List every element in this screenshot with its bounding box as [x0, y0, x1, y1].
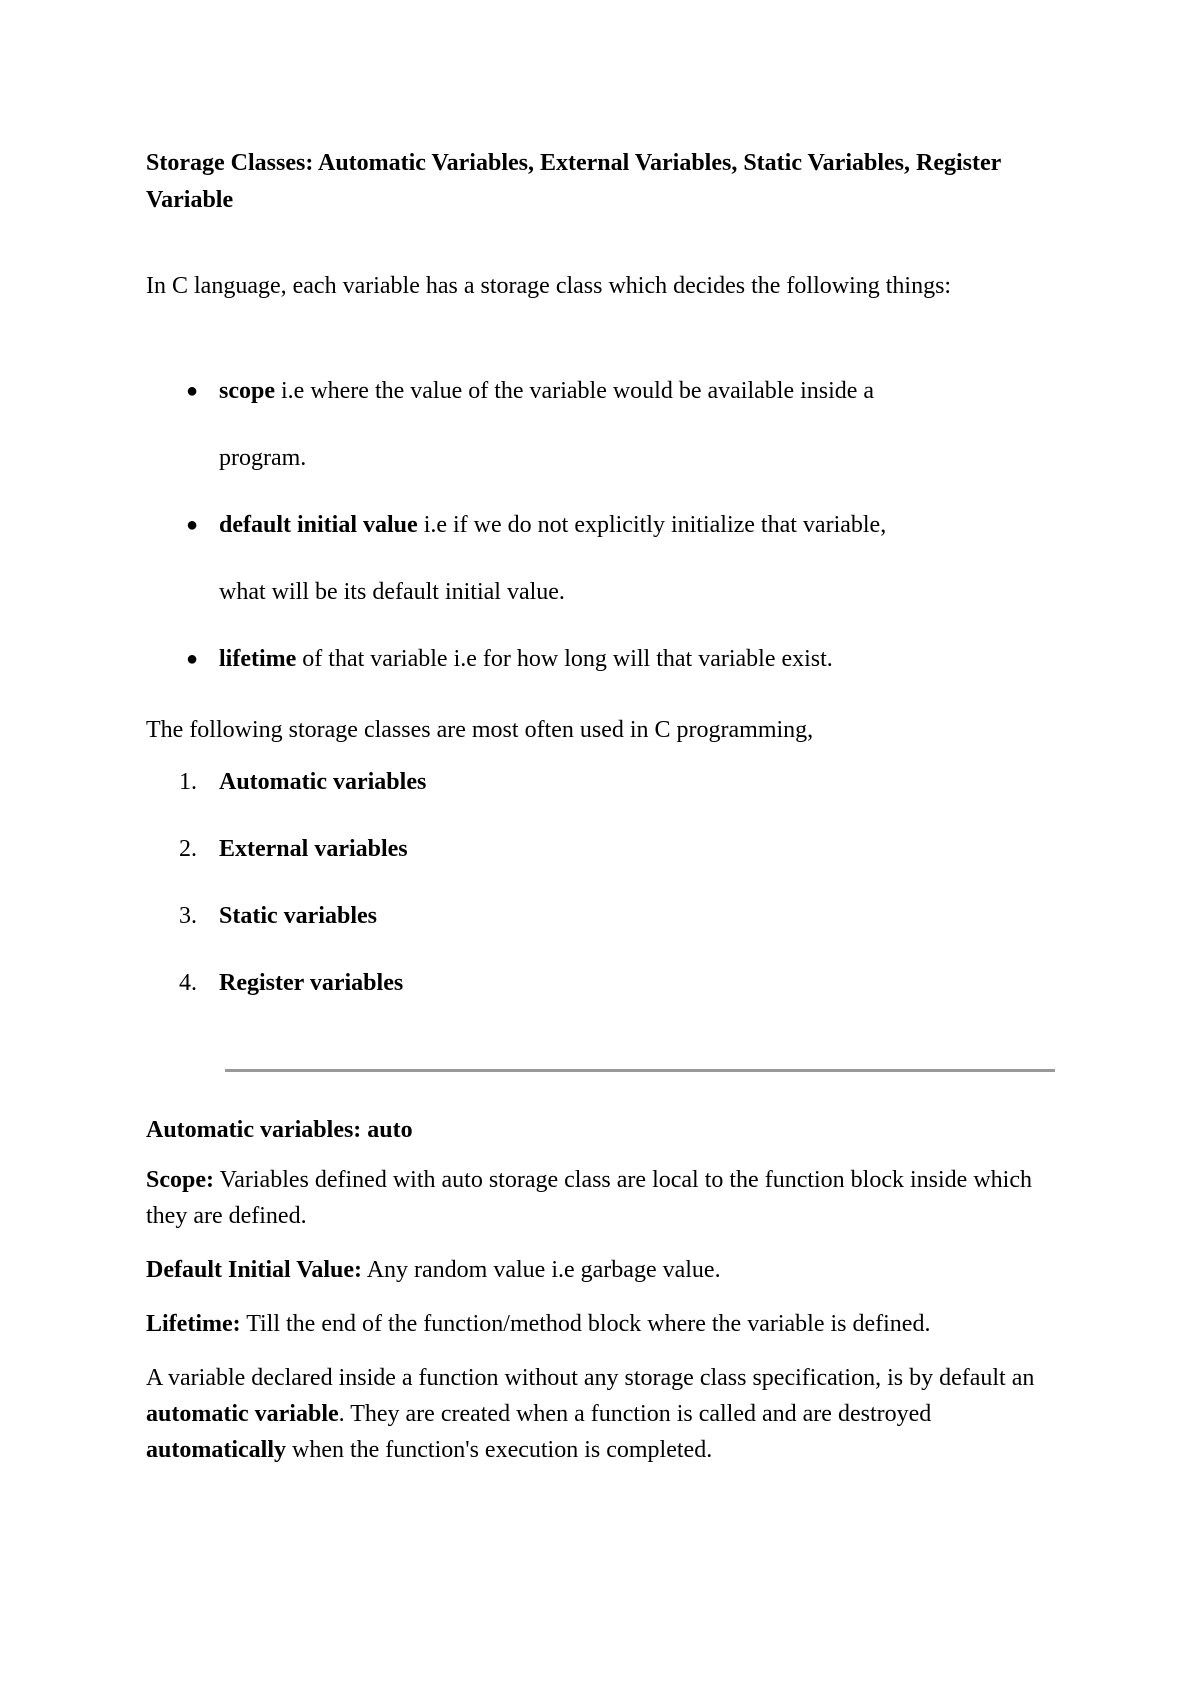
description-bold-text: automatically: [146, 1437, 286, 1463]
bullet-term: scope: [219, 378, 275, 404]
storage-class-list: [146, 764, 1066, 1032]
page-title: Storage Classes: Automatic Variables, External Variables, Static Variables, Register Variable: [146, 150, 1001, 213]
intro-paragraph: In C language, each variable has a storage class which decides the following things:: [146, 273, 952, 299]
storage-class-label: External variables: [219, 836, 408, 862]
default-value-label: Default Initial Value:: [146, 1257, 363, 1283]
bullet-text: i.e if we do not explicitly initialize that variable,: [417, 512, 887, 538]
bullet-icon: ●: [186, 648, 199, 670]
property-bullet-list: [146, 358, 1066, 693]
storage-class-label: Register variables: [219, 970, 404, 996]
bullet-item-scope: [146, 358, 1066, 492]
lifetime-paragraph: [146, 1306, 1066, 1342]
list-number: 4.: [179, 970, 197, 996]
bullet-icon: ●: [186, 380, 199, 402]
list-number: 3.: [179, 903, 197, 929]
following-paragraph: The following storage classes are most often used in C programming,: [146, 717, 814, 743]
list-number: 1.: [179, 769, 197, 795]
lifetime-text: Till the end of the function/method block where the variable is defined.: [240, 1311, 931, 1337]
bullet-text: i.e where the value of the variable would be available inside a: [275, 378, 875, 404]
horizontal-divider: [225, 1069, 1055, 1072]
description-text: . They are created when a function is called and are destroyed: [338, 1401, 932, 1427]
bullet-icon: ●: [186, 514, 199, 536]
scope-paragraph: [146, 1162, 1066, 1234]
bullet-text-continued: program.: [219, 445, 307, 471]
bullet-item-lifetime: [146, 626, 1066, 693]
auto-variables-section: [146, 1112, 1066, 1486]
storage-class-label: Static variables: [219, 903, 377, 929]
storage-class-item: [146, 764, 1066, 831]
description-paragraph: [146, 1360, 1066, 1468]
scope-text: Variables defined with auto storage class are local to the function block inside which they are defined.: [146, 1167, 1032, 1229]
default-value-paragraph: [146, 1252, 1066, 1288]
storage-class-item: [146, 831, 1066, 898]
description-text: A variable declared inside a function without any storage class specification, is by default an: [146, 1365, 1035, 1391]
description-text: when the function's execution is completed.: [285, 1437, 713, 1463]
default-value-text: Any random value i.e garbage value.: [362, 1257, 721, 1283]
lifetime-label: Lifetime:: [146, 1311, 241, 1337]
list-number: 2.: [179, 836, 197, 862]
bullet-item-default-initial-value: [146, 492, 1066, 626]
section-heading: Automatic variables: auto: [146, 1117, 413, 1143]
bullet-text-continued: what will be its default initial value.: [219, 579, 565, 605]
bullet-text: of that variable i.e for how long will that variable exist.: [296, 646, 833, 672]
bullet-term: lifetime: [219, 646, 297, 672]
storage-class-item: [146, 898, 1066, 965]
scope-label: Scope:: [146, 1167, 214, 1193]
storage-class-item: [146, 965, 1066, 1032]
bullet-term: default initial value: [219, 512, 418, 538]
storage-class-label: Automatic variables: [219, 769, 427, 795]
description-bold-text: automatic variable: [146, 1401, 339, 1427]
